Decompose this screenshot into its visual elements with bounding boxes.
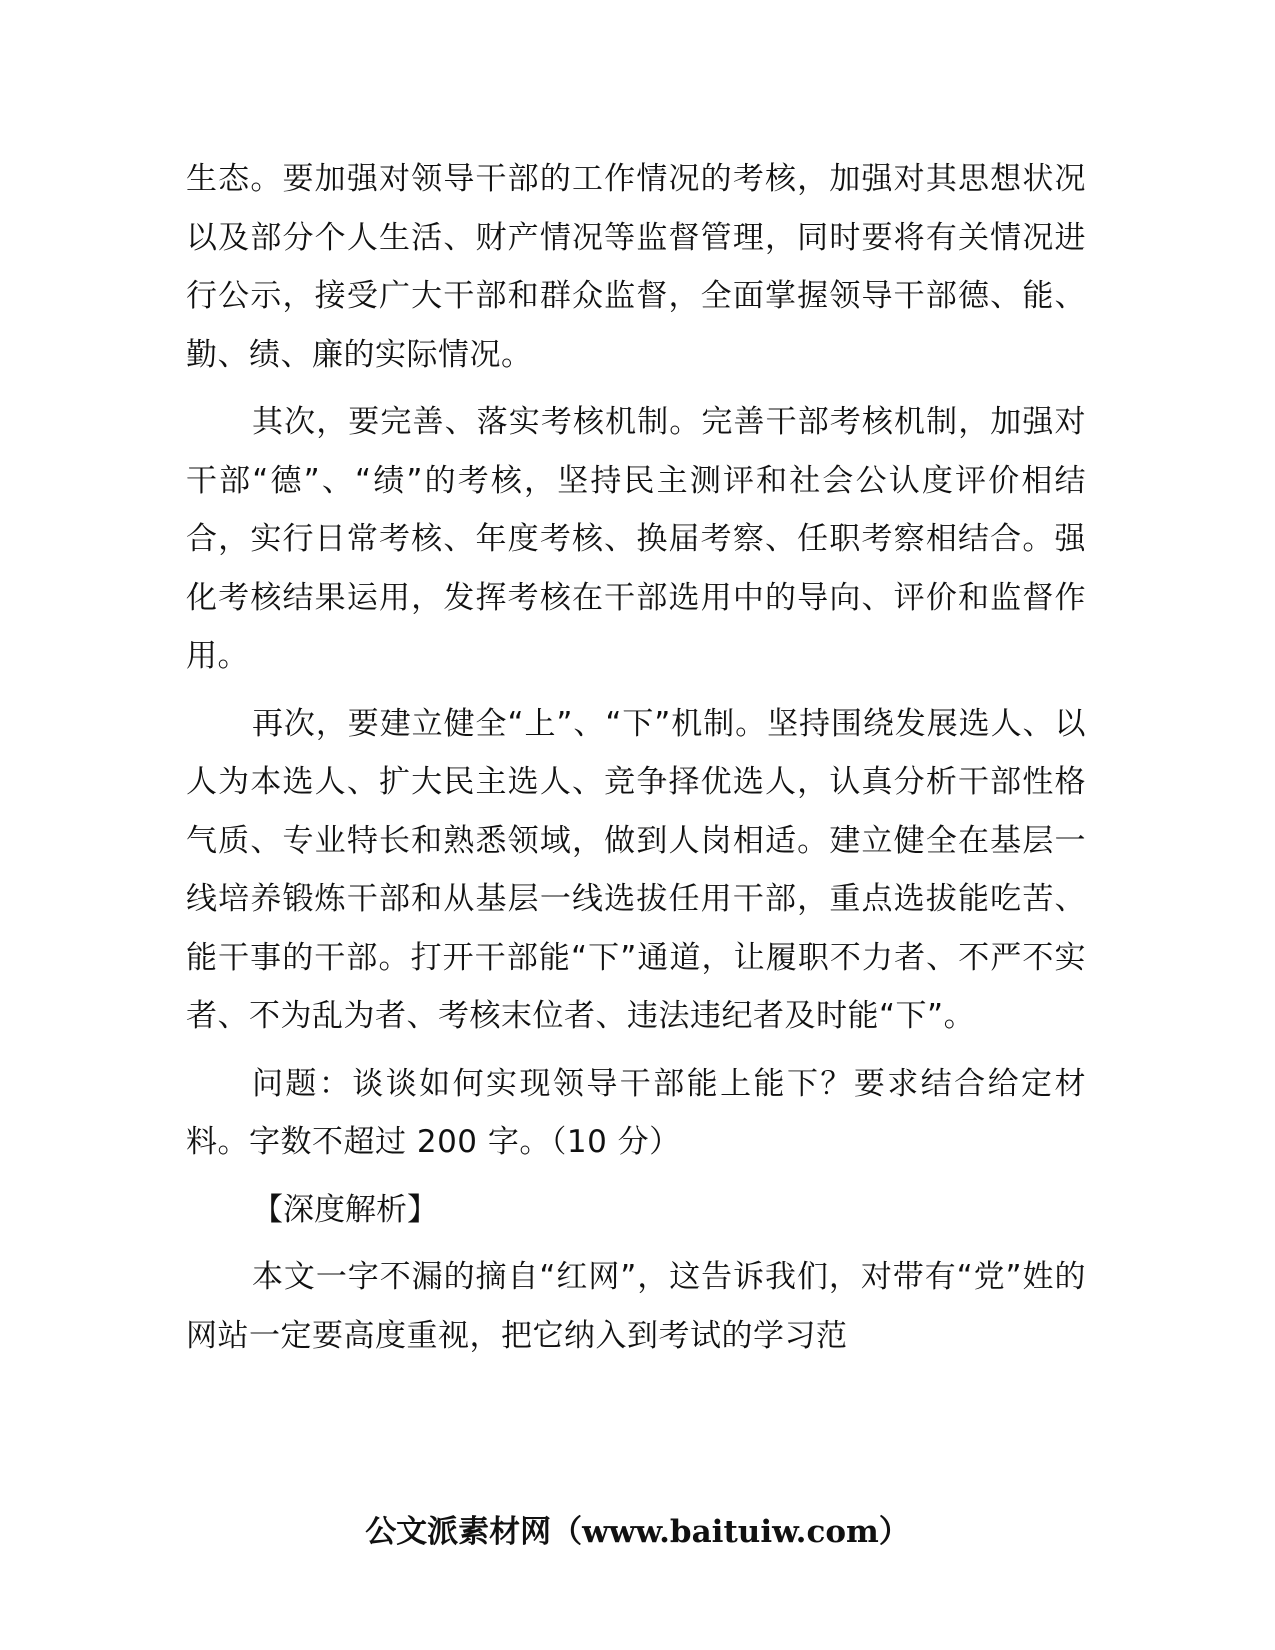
analysis-heading: 【深度解析】 — [252, 1191, 438, 1228]
paragraph-question: 问题：谈谈如何实现领导干部能上能下？要求结合给定材料。字数不超过 200 字。（10 分） — [186, 1065, 1086, 1160]
paragraph-analysis: 本文一字不漏的摘自“红网”，这告诉我们，对带有“党”姓的网站一定要高度重视，把它纳入到考试的学习范 — [186, 1259, 1086, 1354]
document-body — [186, 150, 1086, 1365]
paragraph-continuation: 生态。要加强对领导干部的工作情况的考核，加强对其思想状况以及部分个人生活、财产情况等监督管理，同时要将有关情况进行公示，接受广大干部和群众监督，全面掌握领导干部德、能、勤、绩、廉的实际情况。 — [186, 161, 1086, 373]
paragraph-assessment-mechanism: 其次，要完善、落实考核机制。完善干部考核机制，加强对干部“德”、“绩”的考核，坚持民主测评和社会公认度评价相结合，实行日常考核、年度考核、换届考察、任职考察相结合。强化考核结果运用，发挥考核在干部选用中的导向、评价和监督作用。 — [186, 404, 1086, 674]
footer-watermark: 公文派素材网（www.baituiw.com） — [365, 1514, 910, 1550]
paragraph-up-down-mechanism: 再次，要建立健全“上”、“下”机制。坚持围绕发展选人、以人为本选人、扩大民主选人、竞争择优选人，认真分析干部性格气质、专业特长和熟悉领域，做到人岗相适。建立健全在基层一线培养锻炼干部和从基层一线选拔任用干部，重点选拔能吃苦、能干事的干部。打开干部能“下”通道，让履职不力者、不严不实者、不为乱为者、考核末位者、违法违纪者及时能“下”。 — [186, 705, 1086, 1034]
